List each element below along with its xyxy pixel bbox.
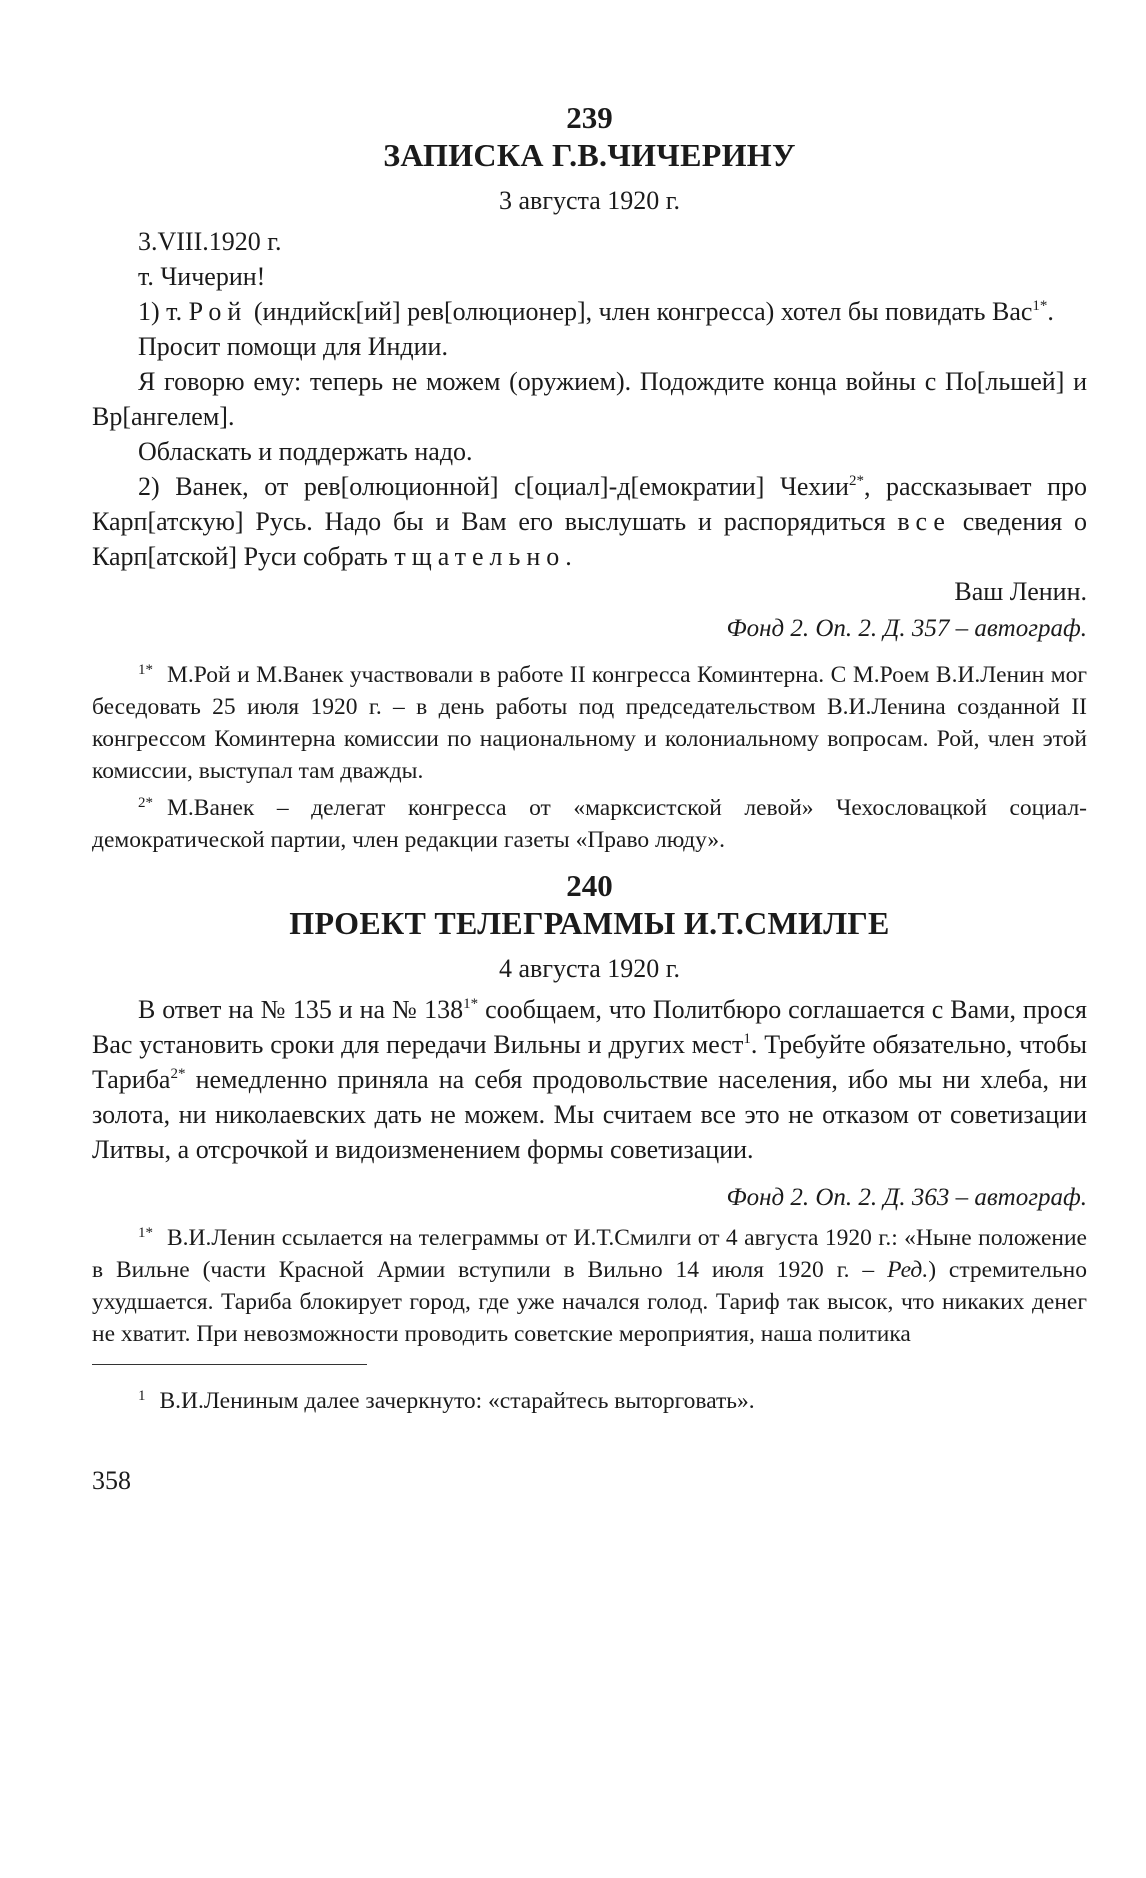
note-mark: 1* <box>138 662 153 678</box>
footnote-ref: 2* <box>848 473 864 489</box>
paragraph: В ответ на № 135 и на № $138^{1*}$ сообщаем, что Политбюро соглашается с Вами, прося Вас установить сроки для передачи Вильны и других мест$^1$. Требуйте обязательно, чтобы Тариба$^{2*}$ немедленно приняла на себя продовольствие населения, ибо мы ни хлеба, ни золота, ни николаевских дать не можем. Мы считаем все это не отказом от советизации Литвы, а отсрочкой и видоизменением формы советизации. <box>92 995 1088 1164</box>
paragraph: Обласкать и поддержать надо. <box>138 437 473 466</box>
spaced-name: Рой <box>188 297 248 326</box>
signature: Ваш Ленин. <box>954 577 1087 606</box>
footnote-ref: 1 <box>743 1031 751 1047</box>
editorial-note: $^{2*}$ М.Ванек – делегат конгресса от «марксистской левой» Чехословацкой социал-демократической партии, член редакции газеты «Право люду». <box>92 795 1087 853</box>
paragraph: Просит помощи для Индии. <box>138 332 448 361</box>
document-number: 239 <box>566 100 613 135</box>
archive-source: Фонд 2. Оп. 2. Д. 363 – автограф. <box>726 1184 1087 1211</box>
footnote-ref: 2* <box>170 1066 186 1082</box>
spaced-word: все <box>897 507 951 536</box>
editorial-note: $^{1*}$ В.И.Ленин ссылается на телеграммы от И.Т.Смилги от 4 августа 1920 г.: «Ныне положение в Вильне (части Красной Армии вступили в Вильно 14 июля 1920 г. – Ред.) стремительно ухудшается. Тариба блокирует город, где уже начался голод. Тариф так высок, что никаких денег не хватит. При невозможности проводить советские мероприятия, наша политика <box>92 1225 1087 1347</box>
paragraph: 2) Ванек, от рев[олюционной] с[оциал]-д[емократии] Чехии$^{2*}$, рассказывает про Карп[атскую] Русь. Надо бы и Вам его выслушать и распорядиться все сведения о Карп[атской] Руси собрать тщательно. <box>92 472 1088 571</box>
note-mark: 2* <box>138 795 153 811</box>
footnote-divider <box>92 1364 367 1365</box>
document-title: ПРОЕКТ ТЕЛЕГРАММЫ И.Т.СМИЛГЕ <box>289 905 890 941</box>
document-date: 4 августа 1920 г. <box>499 954 680 983</box>
archive-source: Фонд 2. Оп. 2. Д. 357 – автограф. <box>726 615 1087 642</box>
note-mark: 1* <box>138 1225 153 1241</box>
letter-date-line: 3.VIII.1920 г. <box>138 227 282 256</box>
spaced-word: тщательно <box>394 542 566 571</box>
footnote-ref: 1* <box>1032 298 1048 314</box>
document-title: ЗАПИСКА Г.В.ЧИЧЕРИНУ <box>383 137 796 173</box>
paragraph: 1) т. Рой (индийск[ий] рев[олюционер], член конгресса) хотел бы повидать Вас$^{1*}$. <box>138 297 1054 326</box>
document-number: 240 <box>566 868 613 903</box>
page-number: 358 <box>92 1466 131 1495</box>
note-mark: 1 <box>138 1388 146 1404</box>
salutation: т. Чичерин! <box>138 262 266 291</box>
editorial-note: $^{1*}$ М.Рой и М.Ванек участвовали в работе II конгресса Коминтерна. С М.Роем В.И.Ленин мог беседовать 25 июля 1920 г. – в день работы под председательством В.И.Ленина созданной II конгрессом Коминтерна комиссии по национальному и колониальному вопросам. Рой, член этой комиссии, выступал там дважды. <box>92 662 1087 784</box>
book-page <box>92 100 1087 1496</box>
footnote-ref: 1* <box>463 996 479 1012</box>
editor-abbrev: Ред. <box>887 1257 929 1283</box>
page-footnote: $^1$ В.И.Лениным далее зачеркнуто: «старайтесь выторговать». <box>138 1388 755 1414</box>
paragraph: Я говорю ему: теперь не можем (оружием). Подождите конца войны с По[льшей] и Вр[ангелем]. <box>92 367 1087 431</box>
document-date: 3 августа 1920 г. <box>499 186 680 215</box>
